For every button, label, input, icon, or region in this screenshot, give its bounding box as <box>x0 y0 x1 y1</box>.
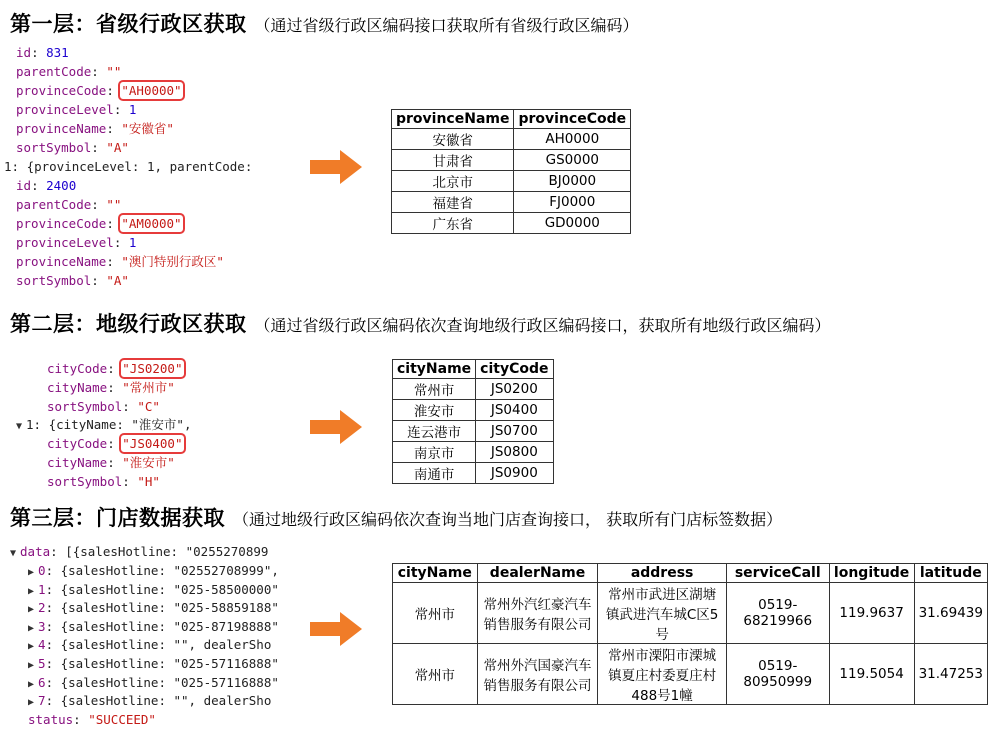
right-arrow-icon <box>310 612 362 646</box>
json-value: "C" <box>137 399 160 414</box>
json-index: 2 <box>38 600 46 616</box>
city-json-view: cityCode: "JS0200" cityName: "常州市" sortSymbol: "C" ▼ 1: {cityName: "淮安市", cityCode: "JS0400" cityName: "淮安市" sortSymbol: "H" <box>16 361 192 489</box>
table-header: provinceCode <box>514 110 631 129</box>
section-2-heading: 第二层：地级行政区获取 <box>10 312 247 336</box>
section-2-subtitle: （通过省级行政区编码依次查询地级行政区编码接口，获取所有地级行政区编码） <box>254 316 831 335</box>
table-cell: 31.47253 <box>914 644 987 705</box>
highlighted-province-code: "AH0000" <box>121 83 182 98</box>
json-index: 5 <box>38 656 46 671</box>
table-cell: 常州市 <box>393 583 478 644</box>
json-object-summary: {salesHotline: "02552708999", <box>60 563 279 578</box>
json-object-summary: {cityName: "淮安市", <box>48 417 192 432</box>
table-cell: 0519-68219966 <box>726 583 829 644</box>
json-object-summary: {salesHotline: "025-58500000" <box>60 581 279 597</box>
table-row <box>393 379 554 400</box>
section-2-title <box>10 308 831 338</box>
table-cell: JS0700 <box>476 421 553 442</box>
table-cell: BJ0000 <box>514 171 631 192</box>
json-value: "A" <box>106 140 129 155</box>
json-value: "" <box>106 197 122 212</box>
expand-triangle-icon[interactable]: ▼ <box>16 421 23 432</box>
table-cell: 南通市 <box>393 463 476 484</box>
json-object-summary: {salesHotline: "", dealerSho <box>60 693 272 709</box>
table-cell: FJ0000 <box>514 192 631 213</box>
json-array-item[interactable]: ▶ 1: {salesHotline: "025-58500000" <box>28 581 279 597</box>
highlighted-city-code: "JS0200" <box>122 361 183 376</box>
json-value: 2400 <box>46 178 77 193</box>
right-arrow-icon <box>310 410 362 444</box>
table-cell: 常州外汽国豪汽车销售服务有限公司 <box>477 644 598 705</box>
table-cell: 淮安市 <box>393 400 476 421</box>
table-cell: JS0200 <box>476 379 553 400</box>
json-value: 831 <box>46 45 69 60</box>
table-cell: 连云港市 <box>393 421 476 442</box>
table-row <box>393 442 554 463</box>
json-value: "安徽省" <box>121 121 174 136</box>
table-cell: GD0000 <box>514 213 631 234</box>
json-array-item[interactable]: ▶ 4: {salesHotline: "", dealerSho <box>28 637 272 653</box>
table-cell: 常州外汽红豪汽车销售服务有限公司 <box>477 583 598 644</box>
json-index: 6 <box>38 674 46 690</box>
json-object-summary[interactable]: 1: {provinceLevel: 1, parentCode: <box>4 159 253 174</box>
section-3-heading: 第三层：门店数据获取 <box>10 506 225 530</box>
table-cell: 北京市 <box>392 171 514 192</box>
json-key: sortSymbol <box>47 474 123 489</box>
section-3-title <box>10 502 782 532</box>
table-header: provinceName <box>392 110 514 129</box>
json-value: "A" <box>106 273 129 288</box>
table-header: dealerName <box>477 564 598 583</box>
json-value: "常州市" <box>122 380 175 395</box>
collapse-triangle-icon[interactable]: ▶ <box>28 697 35 709</box>
json-key: provinceCode <box>16 83 107 98</box>
json-index: 3 <box>38 618 46 634</box>
json-key: provinceCode <box>16 216 107 231</box>
json-index: 7 <box>38 693 46 709</box>
section-3-subtitle: （通过地级行政区编码依次查询当地门店查询接口， 获取所有门店标签数据） <box>233 510 783 529</box>
json-key: provinceName <box>16 254 107 269</box>
json-key: parentCode <box>16 64 92 79</box>
collapse-triangle-icon[interactable]: ▶ <box>28 622 35 634</box>
section-1-title <box>10 8 639 38</box>
table-cell: GS0000 <box>514 150 631 171</box>
section-1-subtitle: （通过省级行政区编码接口获取所有省级行政区编码） <box>254 16 639 35</box>
json-key: cityCode <box>47 436 108 451</box>
json-key: provinceLevel <box>16 235 114 250</box>
table-row <box>392 129 631 150</box>
json-object-row[interactable] <box>16 416 191 434</box>
highlighted-city-code: "JS0400" <box>122 436 183 451</box>
collapse-triangle-icon[interactable]: ▶ <box>28 678 35 690</box>
json-value: "SUCCEED" <box>88 712 156 727</box>
json-key: data <box>20 544 51 559</box>
table-row <box>393 400 554 421</box>
table-row <box>392 213 631 234</box>
json-key: id <box>16 178 32 193</box>
json-key: provinceName <box>16 121 107 136</box>
table-row <box>392 171 631 192</box>
table-cell: 常州市武进区湖塘镇武进汽车城C区5号 <box>598 583 726 644</box>
json-key: provinceLevel <box>16 102 114 117</box>
table-cell: JS0800 <box>476 442 553 463</box>
json-value: "淮安市" <box>122 455 175 470</box>
expand-triangle-icon[interactable]: ▼ <box>10 548 17 559</box>
json-array-item[interactable]: ▶ 7: {salesHotline: "", dealerSho <box>28 693 272 709</box>
table-cell: 南京市 <box>393 442 476 463</box>
table-cell: 常州市 <box>393 644 478 705</box>
table-cell: 0519-80950999 <box>726 644 829 705</box>
table-header: cityName <box>393 360 476 379</box>
table-row <box>393 463 554 484</box>
json-array-item[interactable]: ▶ 3: {salesHotline: "025-87198888" <box>28 618 279 634</box>
table-cell: 常州市 <box>393 379 476 400</box>
table-header: longitude <box>829 564 914 583</box>
json-object-summary: {salesHotline: "025-57116888" <box>60 656 279 671</box>
table-header: latitude <box>914 564 987 583</box>
section-1-heading: 第一层：省级行政区获取 <box>10 12 247 36</box>
json-key: sortSymbol <box>16 273 92 288</box>
city-table <box>392 359 554 484</box>
json-value: 1 <box>128 235 137 250</box>
table-cell: 安徽省 <box>392 129 514 150</box>
collapse-triangle-icon[interactable]: ▶ <box>28 604 35 616</box>
json-object-summary: {salesHotline: "025-58859188" <box>60 600 279 616</box>
json-value: 1 <box>128 102 137 117</box>
json-key: sortSymbol <box>16 140 92 155</box>
collapse-triangle-icon[interactable]: ▶ <box>28 641 35 653</box>
json-value: "澳门特别行政区" <box>121 254 224 269</box>
json-object-summary: {salesHotline: "025-87198888" <box>60 618 279 634</box>
collapse-triangle-icon[interactable]: ▶ <box>28 585 35 597</box>
json-index: 0 <box>38 563 46 578</box>
table-cell: AH0000 <box>514 129 631 150</box>
table-cell: 119.9637 <box>829 583 914 644</box>
province-table <box>391 109 631 234</box>
json-key: cityCode <box>47 361 108 376</box>
dealer-table <box>392 563 988 705</box>
json-key: cityName <box>47 455 108 470</box>
json-array-item[interactable]: ▶ 6: {salesHotline: "025-57116888" <box>28 674 279 690</box>
table-row <box>393 421 554 442</box>
json-index: 4 <box>38 637 46 653</box>
json-key: parentCode <box>16 197 92 212</box>
dealer-json-view: ▼ data: [{salesHotline: "0255270899 ▶ 0: {salesHotline: "02552708999", ▶ 1: {salesHotline: "025-58500000" ▶ 2: {salesHotline: "025-58859188" ▶ 3: {salesHotline: "025-87198888" ▶ 4: {salesHotline: "", dealerSho ▶ 5: {salesHotline: "025-57116888" ▶ 6: {salesHotline: "025-57116888" ▶ 7: {salesHotline: "", dealerSho status: "SUCCEED" <box>10 544 279 727</box>
table-cell: 119.5054 <box>829 644 914 705</box>
json-data-row[interactable]: ▼ data: [{salesHotline: "0255270899 <box>10 544 269 559</box>
json-key: id <box>16 45 32 60</box>
table-header: serviceCall <box>726 564 829 583</box>
json-index: 1 <box>38 581 46 597</box>
table-row <box>392 192 631 213</box>
table-row <box>393 583 988 644</box>
table-cell: 福建省 <box>392 192 514 213</box>
table-cell: 31.69439 <box>914 583 987 644</box>
table-header: cityCode <box>476 360 553 379</box>
json-key: cityName <box>47 380 108 395</box>
right-arrow-icon <box>310 150 362 184</box>
json-value: [{salesHotline: "0255270899 <box>65 544 269 559</box>
table-header: address <box>598 564 726 583</box>
table-cell: 甘肃省 <box>392 150 514 171</box>
json-object-summary: {salesHotline: "025-57116888" <box>60 674 279 690</box>
highlighted-province-code: "AM0000" <box>121 216 182 231</box>
table-cell: JS0400 <box>476 400 553 421</box>
collapse-triangle-icon[interactable]: ▶ <box>28 567 35 578</box>
json-array-item[interactable]: ▶ 2: {salesHotline: "025-58859188" <box>28 600 279 616</box>
json-index: 1: <box>26 417 49 432</box>
table-row <box>393 644 988 705</box>
table-cell: 常州市溧阳市溧城镇夏庄村委夏庄村488号1幢 <box>598 644 726 705</box>
province-json-view: id: 831 parentCode: "" provinceCode: "AH0000" provinceLevel: 1 provinceName: "安徽省" sortSymbol: "A" 1: {provinceLevel: 1, parentCode: id: 2400 parentCode: "" provinceCode: "AM0000" provinceLevel: 1 provinceName: "澳门特别行政区" sortSymbol: "A" <box>4 45 253 288</box>
table-cell: JS0900 <box>476 463 553 484</box>
json-object-summary: {salesHotline: "", dealerSho <box>60 637 272 653</box>
json-value: "H" <box>137 474 160 489</box>
json-array-item[interactable]: ▶ 0: {salesHotline: "02552708999", <box>28 563 279 578</box>
table-header: cityName <box>393 564 478 583</box>
table-cell: 广东省 <box>392 213 514 234</box>
json-value: "" <box>106 64 122 79</box>
table-row <box>392 150 631 171</box>
collapse-triangle-icon[interactable]: ▶ <box>28 660 35 671</box>
json-key: sortSymbol <box>47 399 123 414</box>
json-key: status <box>28 712 74 727</box>
json-array-item[interactable]: ▶ 5: {salesHotline: "025-57116888" <box>28 656 279 671</box>
